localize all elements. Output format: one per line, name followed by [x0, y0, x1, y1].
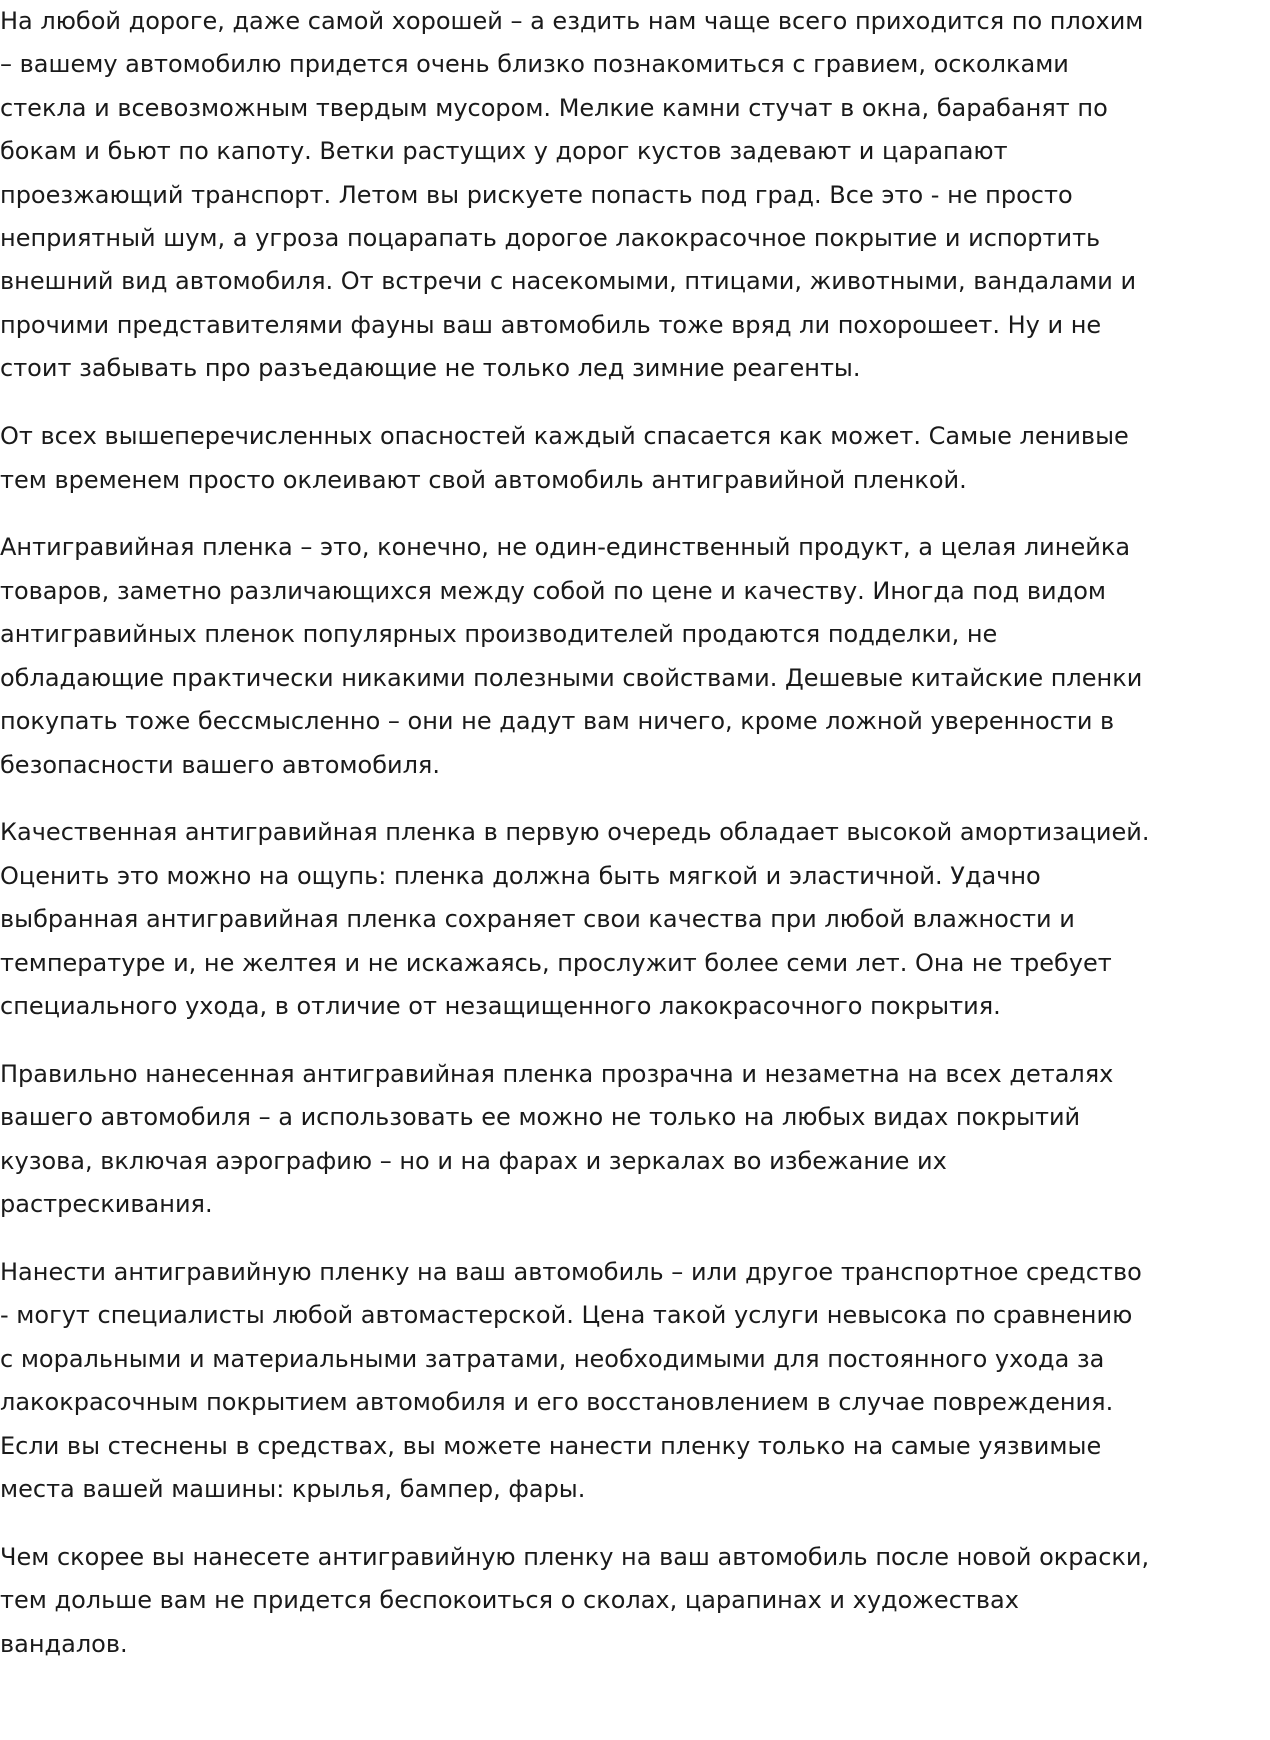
paragraph-film-quality: Качественная антигравийная пленка в первую очередь обладает высокой амортизацией. Оценить это можно на ощупь: пленка должна быть мягкой и эластичной. Удачно выбранная антигравийная пленка сохраняет свои качества при любой влажности и температуре и, не желтея и не искажаясь, прослужит более семи лет. Она не требует специального ухода, в отличие от незащищенного лакокрасочного покрытия.	[0, 818, 1150, 1021]
paragraph-road-hazards: На любой дороге, даже самой хорошей – а ездить нам чаще всего приходится по плохим – вашему автомобилю придется очень близко познакомиться с гравием, осколками стекла и всевозможным твердым мусором. Мелкие камни стучат в окна, барабанят по бокам и бьют по капоту. Ветки растущих у дорог кустов задевают и царапают проезжающий транспорт. Летом вы рискуете попасть под град. Все это - не просто неприятный шум, а угроза поцарапать дорогое лакокрасочное покрытие и испортить внешний вид автомобиля. От встречи с насекомыми, птицами, животными, вандалами и прочими представителями фауны ваш автомобиль тоже вряд ли похорошеет. Ну и не стоит забывать про разъедающие не только лед зимние реагенты.	[0, 7, 1144, 383]
paragraph-film-transparency: Правильно нанесенная антигравийная пленка прозрачна и незаметна на всех деталях вашего автомобиля – а использовать ее можно не только на любых видах покрытий кузова, включая аэрографию – но и на фарах и зеркалах во избежание их растрескивания.	[0, 1059, 1114, 1219]
paragraph-conclusion: Чем скорее вы нанесете антигравийную пленку на ваш автомобиль после новой окраски, тем дольше вам не придется беспокоиться о сколах, царапинах и художествах вандалов.	[0, 1543, 1150, 1658]
paragraph-film-varieties: Антигравийная пленка – это, конечно, не один-единственный продукт, а целая линейка товаров, заметно различающихся между собой по цене и качеству. Иногда под видом антигравийных пленок популярных производителей продаются подделки, не обладающие практически никакими полезными свойствами. Дешевые китайские пленки покупать тоже бессмысленно – они не дадут вам ничего, кроме ложной уверенности в безопасности вашего автомобиля.	[0, 533, 1143, 779]
paragraph-application-service: Нанести антигравийную пленку на ваш автомобиль – или другое транспортное средство - могут специалисты любой автомастерской. Цена такой услуги невысока по сравнению с моральными и материальными затратами, необходимыми для постоянного ухода за лакокрасочным покрытием автомобиля и его восстановлением в случае повреждения. Если вы стеснены в средствах, вы можете нанести пленку только на самые уязвимые места вашей машины: крылья, бампер, фары.	[0, 1258, 1142, 1504]
paragraph-protection-methods: От всех вышеперечисленных опасностей каждый спасается как может. Самые ленивые тем временем просто оклеивают свой автомобиль антигравийной пленкой.	[0, 422, 1129, 494]
